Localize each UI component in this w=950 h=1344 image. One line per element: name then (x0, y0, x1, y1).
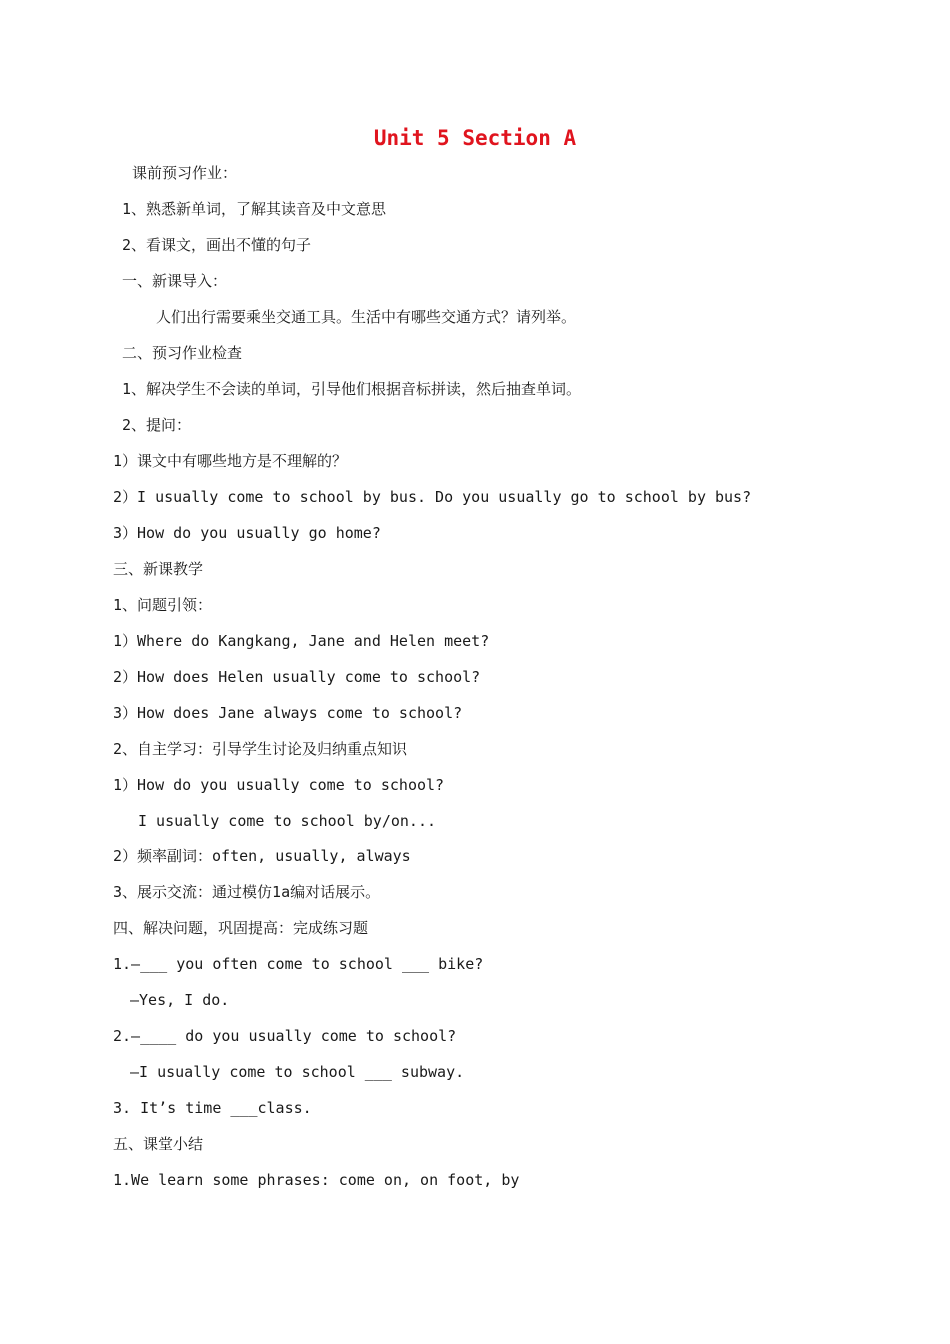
exercise-1-answer: —Yes, I do. (130, 991, 230, 1009)
prep-item-1: 1、熟悉新单词，了解其读音及中文意思 (122, 200, 387, 218)
exercise-2-question: 2.—____ do you usually come to school? (113, 1027, 457, 1045)
section-3-item-3: 3、展示交流：通过模仿1a编对话展示。 (113, 883, 381, 901)
section-1-heading: 一、新课导入： (122, 272, 228, 290)
guide-question-1: 1）Where do Kangkang, Jane and Helen meet? (113, 632, 490, 650)
section-5-heading: 五、课堂小结 (113, 1135, 204, 1153)
exercise-1-question: 1.—___ you often come to school ___ bike? (113, 955, 484, 973)
section-1-text: 人们出行需要乘坐交通工具。生活中有哪些交通方式？请列举。 (156, 308, 577, 326)
prep-item-2: 2、看课文，画出不懂的句子 (122, 236, 312, 254)
guide-question-2: 2）How does Helen usually come to school? (113, 668, 481, 686)
question-3: 3）How do you usually go home? (113, 524, 381, 542)
question-1: 1）课文中有哪些地方是不理解的？ (113, 452, 348, 470)
exercise-2-answer: —I usually come to school ___ subway. (130, 1063, 465, 1081)
document-title: Unit 5 Section A (373, 126, 577, 150)
section-2-item-1: 1、解决学生不会读的单词，引导他们根据音标拼读，然后抽查单词。 (122, 380, 582, 398)
question-2: 2）I usually come to school by bus. Do you usually go to school by bus? (113, 488, 752, 506)
section-2-item-2: 2、提问： (122, 416, 192, 434)
study-point-2: 2）频率副词：often, usually, always (113, 847, 411, 865)
section-3-heading: 三、新课教学 (113, 560, 204, 578)
section-3-item-2: 2、自主学习：引导学生讨论及归纳重点知识 (113, 740, 408, 758)
guide-question-3: 3）How does Jane always come to school? (113, 704, 463, 722)
section-2-heading: 二、预习作业检查 (122, 344, 243, 362)
study-point-1-answer: I usually come to school by/on... (138, 812, 437, 830)
section-3-item-1: 1、问题引领： (113, 596, 213, 614)
exercise-3: 3. It’s time ___class. (113, 1099, 312, 1117)
prep-homework-heading: 课前预习作业： (132, 164, 238, 182)
study-point-1: 1）How do you usually come to school? (113, 776, 445, 794)
section-4-heading: 四、解决问题，巩固提高：完成练习题 (113, 919, 369, 937)
summary-item-1: 1.We learn some phrases: come on, on foot, by (113, 1171, 520, 1189)
